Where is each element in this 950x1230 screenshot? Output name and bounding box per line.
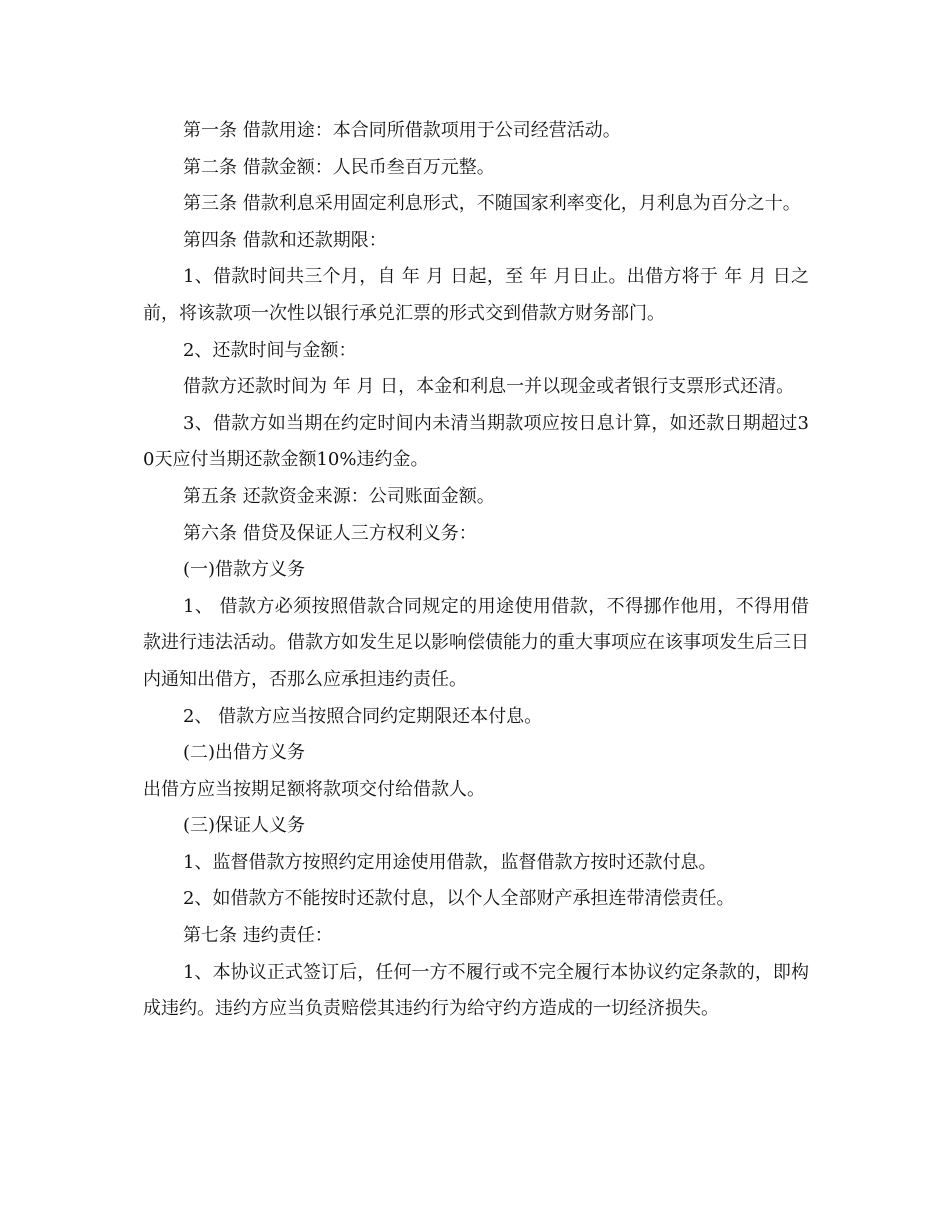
clause-3-interest: 第三条 借款利息采用固定利息形式，不随国家利率变化，月利息为百分之十。 bbox=[183, 193, 801, 215]
clause-7-heading: 第七条 违约责任： bbox=[183, 925, 333, 947]
clause-4-heading: 第四条 借款和还款期限： bbox=[183, 229, 387, 251]
clause-1-purpose: 第一条 借款用途：本合同所借款项用于公司经营活动。 bbox=[183, 120, 621, 141]
borrower-duty-2: 2、 借款方应当按照合同约定期限还本付息。 bbox=[183, 705, 543, 727]
clause-4-item-1: 1、借款时间共三个月，自 年 月 日起，至 年 月日止。出借方将于 年 月 日之前，将该款项一次性以银行承兑汇票的形式交到借款方财务部门。 bbox=[143, 266, 809, 324]
lender-duties-heading: (二)出借方义务 bbox=[183, 742, 306, 764]
document-body bbox=[143, 113, 809, 1028]
clause-5-source: 第五条 还款资金来源：公司账面金额。 bbox=[183, 485, 495, 507]
clause-2-amount: 第二条 借款金额：人民币叁百万元整。 bbox=[183, 156, 495, 178]
clause-4-item-2-detail: 借款方还款时间为 年 月 日，本金和利息一并以现金或者银行支票形式还清。 bbox=[183, 376, 795, 398]
lender-duty: 出借方应当按期足额将款项交付给借款人。 bbox=[143, 778, 485, 800]
clause-7-item-1: 1、本协议正式签订后，任何一方不履行或不完全履行本协议约定条款的，即构成违约。违约方应当负责赔偿其违约行为给守约方造成的一切经济损失。 bbox=[143, 961, 809, 1020]
clause-4-item-2: 2、还款时间与金额： bbox=[183, 339, 357, 361]
clause-6-heading: 第六条 借贷及保证人三方权利义务： bbox=[183, 522, 477, 544]
guarantor-duty-1: 1、监督借款方按照约定用途使用借款，监督借款方按时还款付息。 bbox=[183, 851, 717, 873]
guarantor-duties-heading: (三)保证人义务 bbox=[183, 815, 306, 837]
clause-4-item-3: 3、借款方如当期在约定时间内未清当期款项应按日息计算，如还款日期超过30天应付当期还款金额10%违约金。 bbox=[143, 412, 809, 471]
borrower-duty-1: 1、 借款方必须按照借款合同规定的用途使用借款，不得挪作他用，不得用借款进行违法活动。借款方如发生足以影响偿债能力的重大事项应在该事项发生后三日内通知出借方，否那么应承担违约责任。 bbox=[143, 595, 809, 690]
guarantor-duty-2: 2、如借款方不能按时还款付息，以个人全部财产承担连带清偿责任。 bbox=[183, 888, 735, 910]
borrower-duties-heading: (一)借款方义务 bbox=[183, 559, 306, 581]
